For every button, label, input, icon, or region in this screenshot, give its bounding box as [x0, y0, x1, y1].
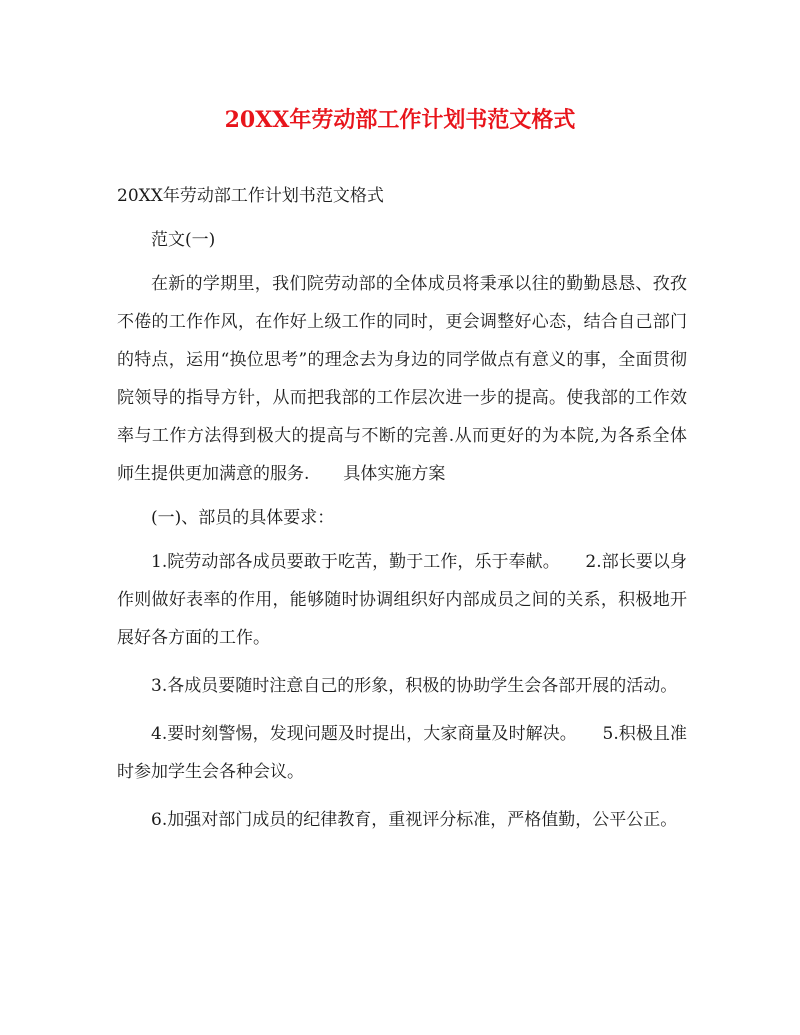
intro-paragraph: 在新的学期里，我们院劳动部的全体成员将秉承以往的勤勤恳恳、孜孜不倦的工作作风，在作好上级工作的同时，更会调整好心态，结合自己部门的特点，运用“换位思考”的理念去为身边的同学做点有意义的事，全面贯彻院领导的指导方针，从而把我部的工作层次进一步的提高。使我部的工作效率与工作方法得到极大的提高与不断的完善.从而更好的为本院,为各系全体师生提供更加满意的服务. 具体实施方案 — [117, 274, 687, 484]
document-title: 20XX年劳动部工作计划书范文格式 — [224, 107, 576, 133]
requirements-heading: (一)、部员的具体要求： — [151, 508, 335, 528]
document-subtitle: 20XX年劳动部工作计划书范文格式 — [117, 186, 384, 206]
section-label: 范文(一) — [151, 230, 216, 250]
requirement-item-4: 4.要时刻警惕，发现问题及时提出，大家商量及时解决。 5.积极且准时参加学生会各种会议。 — [117, 724, 687, 782]
requirement-item-1: 1.院劳动部各成员要敢于吃苦，勤于工作，乐于奉献。 2.部长要以身作则做好表率的作用，能够随时协调组织好内部成员之间的关系，积极地开展好各方面的工作。 — [117, 552, 687, 648]
document-body — [117, 177, 687, 839]
requirement-item-3: 3.各成员要随时注意自己的形象，积极的协助学生会各部开展的活动。 — [151, 676, 678, 696]
requirement-item-6: 6.加强对部门成员的纪律教育，重视评分标准，严格值勤，公平公正。 — [151, 810, 678, 830]
